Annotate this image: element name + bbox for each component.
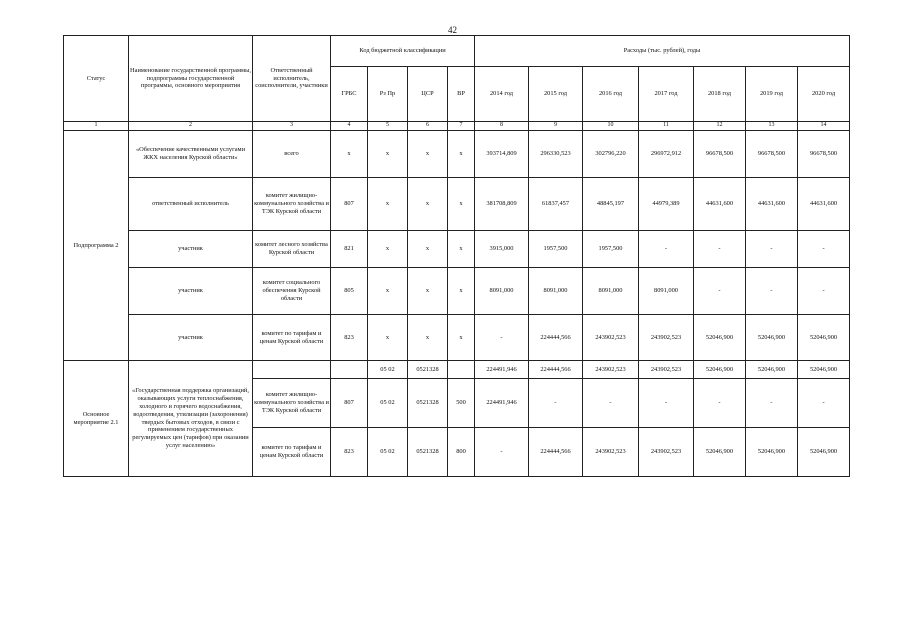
column-number: 5	[368, 122, 408, 131]
rzpr-cell: 05 02	[368, 428, 408, 477]
value-cell: 52046,900	[694, 428, 746, 477]
header-status: Статус	[64, 36, 129, 122]
name-cell: ответственный исполнитель	[129, 178, 253, 231]
value-cell: -	[475, 315, 529, 361]
header-year: 2018 год	[694, 67, 746, 122]
csr-cell: 0521328	[408, 428, 448, 477]
csr-cell: х	[408, 315, 448, 361]
column-number: 2	[129, 122, 253, 131]
value-cell: 8091,000	[475, 268, 529, 315]
table-row	[64, 131, 850, 178]
value-cell: -	[694, 379, 746, 428]
name-cell: «Обеспечение качественными услугами ЖКХ населения Курской области»	[129, 131, 253, 178]
value-cell: 44631,600	[798, 178, 850, 231]
table-row	[64, 315, 850, 361]
grbs-cell: 805	[331, 268, 368, 315]
header-name: Наименование государственной программы, подпрограммы государственной программы, основного мероприятия	[129, 36, 253, 122]
name-cell: участник	[129, 315, 253, 361]
value-cell: 243902,523	[583, 428, 639, 477]
grbs-cell: 807	[331, 379, 368, 428]
vr-cell: х	[448, 131, 475, 178]
value-cell: 243902,523	[583, 361, 639, 379]
value-cell: 243902,523	[639, 315, 694, 361]
rzpr-cell: х	[368, 315, 408, 361]
column-number: 7	[448, 122, 475, 131]
csr-cell: х	[408, 178, 448, 231]
page-number: 42	[448, 25, 457, 35]
header-responsible: Ответственный исполнитель, соисполнители, участники	[253, 36, 331, 122]
value-cell: -	[798, 268, 850, 315]
header-rzpr: Рз Пр	[368, 67, 408, 122]
column-number: 6	[408, 122, 448, 131]
header-grbs: ГРБС	[331, 67, 368, 122]
column-number: 12	[694, 122, 746, 131]
value-cell: 52046,900	[694, 361, 746, 379]
header-vr: ВР	[448, 67, 475, 122]
name-cell: участник	[129, 268, 253, 315]
value-cell: 224444,566	[529, 361, 583, 379]
value-cell: -	[746, 268, 798, 315]
value-cell: 96678,500	[746, 131, 798, 178]
value-cell: 8091,000	[639, 268, 694, 315]
rzpr-cell: 05 02	[368, 361, 408, 379]
header-year: 2016 год	[583, 67, 639, 122]
rzpr-cell: х	[368, 231, 408, 268]
value-cell: -	[694, 231, 746, 268]
value-cell: 44631,600	[746, 178, 798, 231]
value-cell: 1957,500	[529, 231, 583, 268]
value-cell: -	[639, 379, 694, 428]
header-year: 2020 год	[798, 67, 850, 122]
header-csr: ЦСР	[408, 67, 448, 122]
rzpr-cell: х	[368, 131, 408, 178]
rzpr-cell: х	[368, 268, 408, 315]
column-number: 10	[583, 122, 639, 131]
value-cell: 224444,566	[529, 315, 583, 361]
value-cell: 296972,912	[639, 131, 694, 178]
value-cell: -	[798, 379, 850, 428]
header-year: 2017 год	[639, 67, 694, 122]
value-cell: 393714,809	[475, 131, 529, 178]
csr-cell: 0521328	[408, 361, 448, 379]
value-cell: 8091,000	[583, 268, 639, 315]
value-cell: 96678,500	[798, 131, 850, 178]
csr-cell: х	[408, 268, 448, 315]
csr-cell: 0521328	[408, 379, 448, 428]
value-cell: 224491,946	[475, 361, 529, 379]
value-cell: 296330,523	[529, 131, 583, 178]
header-year: 2019 год	[746, 67, 798, 122]
vr-cell: 500	[448, 379, 475, 428]
responsible-cell: комитет по тарифам и ценам Курской области	[253, 315, 331, 361]
value-cell: 1957,500	[583, 231, 639, 268]
rzpr-cell: х	[368, 178, 408, 231]
vr-cell: х	[448, 231, 475, 268]
grbs-cell: 821	[331, 231, 368, 268]
grbs-cell: х	[331, 131, 368, 178]
column-number: 8	[475, 122, 529, 131]
grbs-cell: 823	[331, 315, 368, 361]
table-row	[64, 231, 850, 268]
header-expenses: Расходы (тыс. рублей), годы	[475, 36, 850, 67]
value-cell: -	[746, 231, 798, 268]
value-cell: 96678,500	[694, 131, 746, 178]
column-number: 13	[746, 122, 798, 131]
name-cell: участник	[129, 231, 253, 268]
table-row	[64, 361, 850, 379]
value-cell: 44631,600	[694, 178, 746, 231]
responsible-cell	[253, 361, 331, 379]
column-number: 1	[64, 122, 129, 131]
grbs-cell	[331, 361, 368, 379]
name-cell: «Государственная поддержка организаций, оказывающих услуги теплоснабжения, холодного и горячего водоснабжения, водоотведения, утилизации (захоронения) твердых бытовых отходов, в связи с применением государственных регулируемых цен (тарифов) при оказании услуг населению»	[129, 361, 253, 477]
value-cell: -	[798, 231, 850, 268]
responsible-cell: комитет лесного хозяйства Курской области	[253, 231, 331, 268]
csr-cell: х	[408, 131, 448, 178]
grbs-cell: 823	[331, 428, 368, 477]
responsible-cell: всего	[253, 131, 331, 178]
table-row	[64, 178, 850, 231]
value-cell: 52046,900	[746, 315, 798, 361]
column-number: 9	[529, 122, 583, 131]
budget-table	[63, 35, 850, 477]
column-number: 3	[253, 122, 331, 131]
value-cell: 52046,900	[746, 428, 798, 477]
value-cell: 224491,946	[475, 379, 529, 428]
value-cell: 243902,523	[583, 315, 639, 361]
header-year: 2014 год	[475, 67, 529, 122]
value-cell: -	[746, 379, 798, 428]
value-cell: 52046,900	[798, 361, 850, 379]
responsible-cell: комитет жилищно-коммунального хозяйства и ТЭК Курской области	[253, 178, 331, 231]
vr-cell: 800	[448, 428, 475, 477]
value-cell: 243902,523	[639, 361, 694, 379]
vr-cell: х	[448, 178, 475, 231]
value-cell: -	[529, 379, 583, 428]
responsible-cell: комитет жилищно-коммунального хозяйства и ТЭК Курской области	[253, 379, 331, 428]
responsible-cell: комитет социального обеспечения Курской области	[253, 268, 331, 315]
header-row-top	[64, 36, 850, 67]
value-cell: 224444,566	[529, 428, 583, 477]
grbs-cell: 807	[331, 178, 368, 231]
value-cell: 48845,197	[583, 178, 639, 231]
csr-cell: х	[408, 231, 448, 268]
value-cell: -	[583, 379, 639, 428]
value-cell: -	[475, 428, 529, 477]
value-cell: -	[694, 268, 746, 315]
header-year: 2015 год	[529, 67, 583, 122]
value-cell: 52046,900	[694, 315, 746, 361]
value-cell: 243902,523	[639, 428, 694, 477]
table-row	[64, 268, 850, 315]
value-cell: 52046,900	[798, 315, 850, 361]
responsible-cell: комитет по тарифам и ценам Курской области	[253, 428, 331, 477]
value-cell: 381708,809	[475, 178, 529, 231]
column-number-row	[64, 122, 850, 131]
status-cell: Основное мероприятие 2.1	[64, 361, 129, 477]
vr-cell: х	[448, 315, 475, 361]
vr-cell	[448, 361, 475, 379]
column-number: 4	[331, 122, 368, 131]
value-cell: 8091,000	[529, 268, 583, 315]
column-number: 14	[798, 122, 850, 131]
vr-cell: х	[448, 268, 475, 315]
column-number: 11	[639, 122, 694, 131]
rzpr-cell: 05 02	[368, 379, 408, 428]
value-cell: 52046,900	[746, 361, 798, 379]
value-cell: 61837,457	[529, 178, 583, 231]
value-cell: 302796,220	[583, 131, 639, 178]
value-cell: 44979,389	[639, 178, 694, 231]
value-cell: -	[639, 231, 694, 268]
value-cell: 3915,000	[475, 231, 529, 268]
header-kbk: Код бюджетной классификации	[331, 36, 475, 67]
status-cell: Подпрограмма 2	[64, 131, 129, 361]
value-cell: 52046,900	[798, 428, 850, 477]
